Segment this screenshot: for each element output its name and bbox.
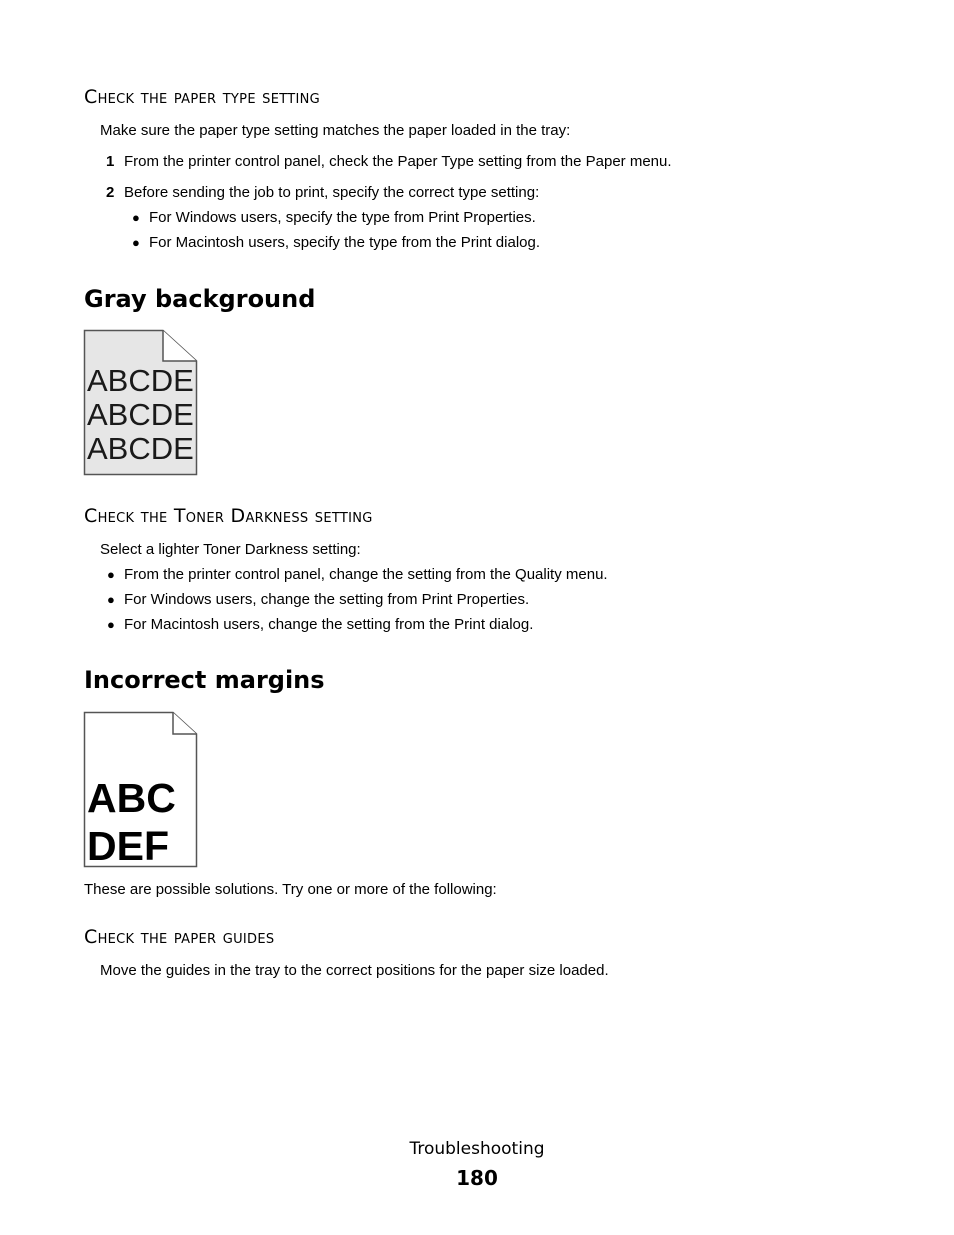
page-number: 180 <box>456 1166 498 1190</box>
bullet-text: From the printer control panel, change the setting from the Quality menu. <box>124 566 608 583</box>
paper-type-intro: Make sure the paper type setting matches the paper loaded in the tray: <box>100 122 571 139</box>
heading-incorrect-margins: Incorrect margins <box>84 666 325 694</box>
step-number: 1 <box>106 153 115 170</box>
sample-text-line: ABC <box>87 775 176 821</box>
bullet-text: For Macintosh users, change the setting from the Print dialog. <box>124 616 534 633</box>
footer-section-name: Troubleshooting <box>409 1139 545 1159</box>
bullet-icon: ● <box>107 592 115 607</box>
sample-text-line: ABCDE <box>87 397 194 432</box>
sample-text-line: DEF <box>87 823 169 869</box>
sample-text-line: ABCDE <box>87 431 194 466</box>
paper-guides-body: Move the guides in the tray to the correct positions for the paper size loaded. <box>100 962 609 979</box>
gray-background-illustration <box>83 329 199 477</box>
step-text: Before sending the job to print, specify the correct type setting: <box>124 184 540 201</box>
step-text: From the printer control panel, check the Paper Type setting from the Paper menu. <box>124 153 672 170</box>
bullet-icon: ● <box>132 210 140 225</box>
heading-check-paper-type: Check the paper type setting <box>84 86 321 108</box>
heading-check-toner-darkness: Check the Toner Darkness setting <box>84 505 373 527</box>
bullet-text: For Windows users, specify the type from Print Properties. <box>149 209 536 226</box>
bullet-icon: ● <box>132 235 140 250</box>
heading-gray-background: Gray background <box>84 285 316 313</box>
heading-check-paper-guides: Check the paper guides <box>84 926 275 948</box>
bullet-text: For Macintosh users, specify the type from the Print dialog. <box>149 234 541 251</box>
step-number: 2 <box>106 184 115 201</box>
incorrect-margins-illustration <box>83 711 199 869</box>
bullet-text: For Windows users, change the setting from Print Properties. <box>124 591 530 608</box>
bullet-icon: ● <box>107 567 115 582</box>
toner-intro: Select a lighter Toner Darkness setting: <box>100 541 361 558</box>
bullet-icon: ● <box>107 617 115 632</box>
sample-text-line: ABCDE <box>87 363 194 398</box>
margins-intro: These are possible solutions. Try one or more of the following: <box>84 881 497 898</box>
